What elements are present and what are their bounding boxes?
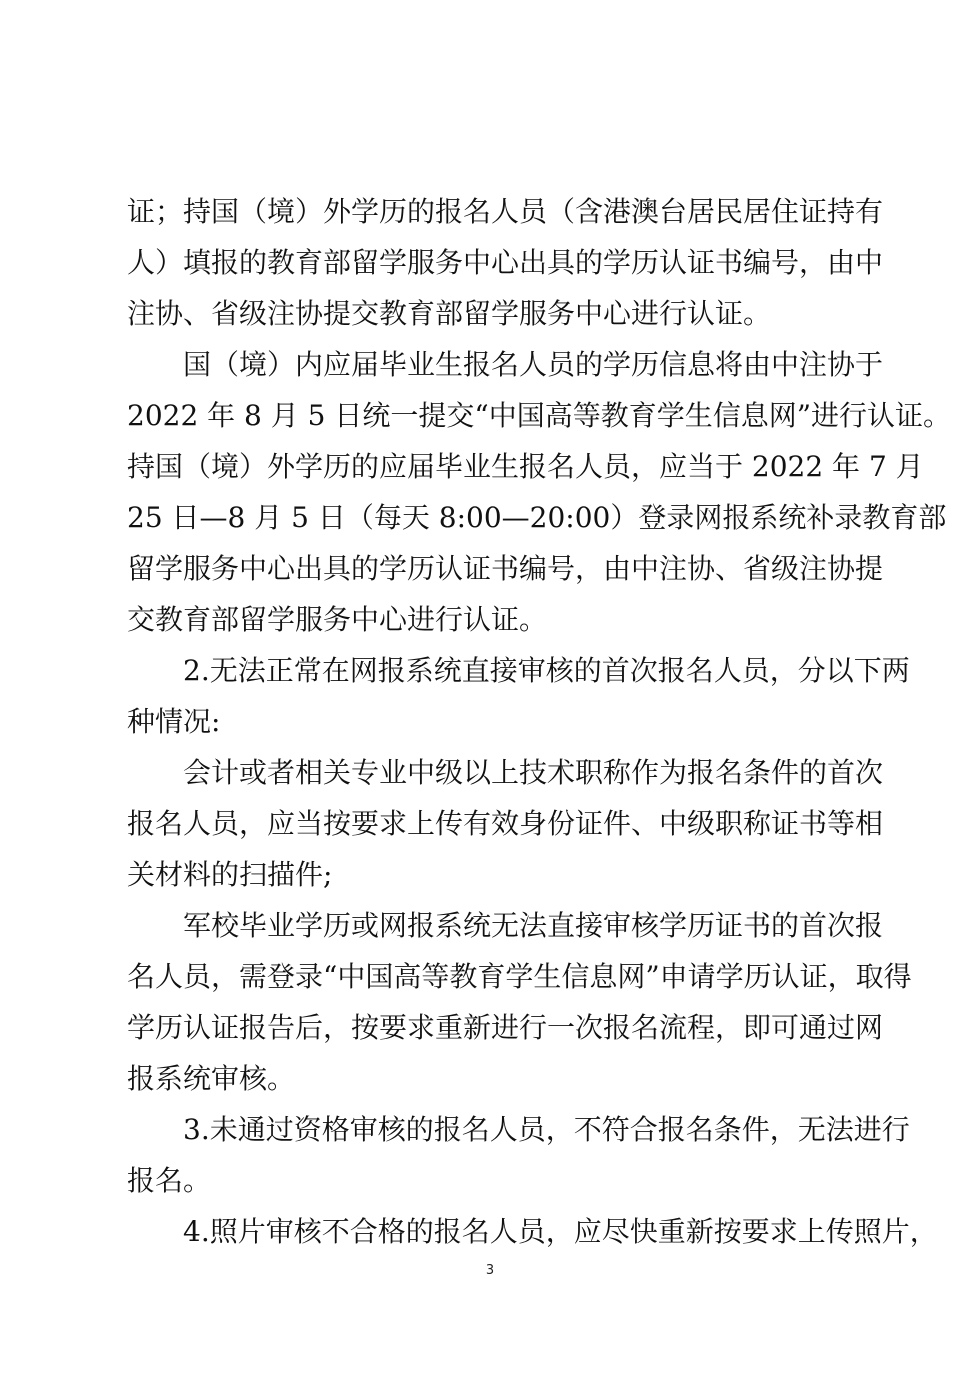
text-line: 军校毕业学历或网报系统无法直接审核学历证书的首次报 xyxy=(183,909,884,942)
text-line: 国（境）内应届毕业生报名人员的学历信息将由中注协于 xyxy=(183,348,884,381)
text-line: 证；持国（境）外学历的报名人员（含港澳台居民居住证持有 xyxy=(127,195,884,228)
text-line: 25 日—8 月 5 日（每天 8:00—20:00）登录网报系统补录教育部 xyxy=(127,501,947,534)
text-line: 人）填报的教育部留学服务中心出具的学历认证书编号，由中 xyxy=(127,246,884,279)
text-line: 4.照片审核不合格的报名人员，应尽快重新按要求上传照片， xyxy=(183,1215,938,1248)
text-line: 注协、省级注协提交教育部留学服务中心进行认证。 xyxy=(127,297,772,330)
text-line: 2.无法正常在网报系统直接审核的首次报名人员，分以下两 xyxy=(183,654,910,687)
text-line: 留学服务中心出具的学历认证书编号，由中注协、省级注协提 xyxy=(127,552,884,585)
text-line: 会计或者相关专业中级以上技术职称作为报名条件的首次 xyxy=(183,756,884,789)
text-line: 报名。 xyxy=(127,1164,212,1197)
text-line: 3.未通过资格审核的报名人员，不符合报名条件，无法进行 xyxy=(183,1113,910,1146)
text-line: 关材料的扫描件; xyxy=(127,858,333,891)
page-number: 3 xyxy=(485,1263,495,1278)
text-line: 交教育部留学服务中心进行认证。 xyxy=(127,603,548,636)
text-line: 2022 年 8 月 5 日统一提交“中国高等教育学生信息网”进行认证。 xyxy=(127,399,952,432)
text-line: 种情况: xyxy=(127,705,221,738)
text-line: 名人员，需登录“中国高等教育学生信息网”申请学历认证，取得 xyxy=(127,960,912,993)
text-line: 持国（境）外学历的应届毕业生报名人员，应当于 2022 年 7 月 xyxy=(127,450,924,483)
text-line: 学历认证报告后，按要求重新进行一次报名流程，即可通过网 xyxy=(127,1011,884,1044)
text-line: 报名人员，应当按要求上传有效身份证件、中级职称证书等相 xyxy=(127,807,884,840)
text-line: 报系统审核。 xyxy=(127,1062,296,1095)
